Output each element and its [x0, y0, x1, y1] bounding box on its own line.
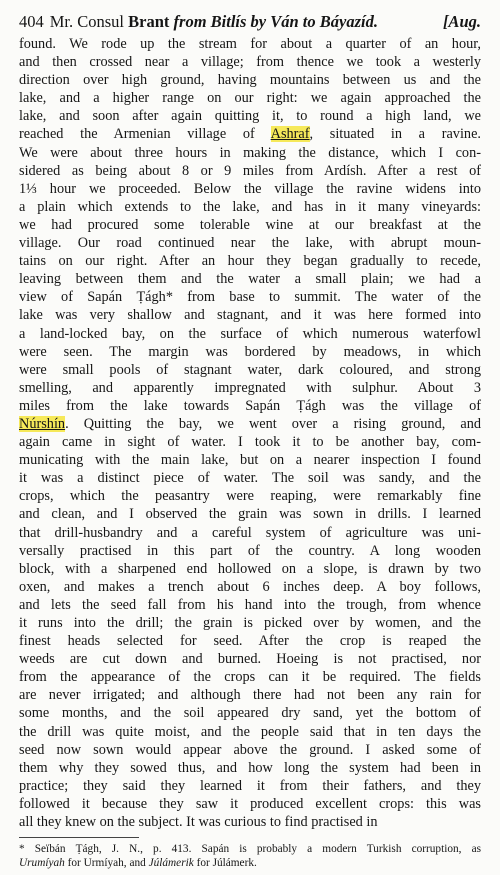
text-segment: We were about three hours in making the distance, which I con- [19, 144, 481, 161]
text-segment: direction over high ground, having mountains between us and the [19, 72, 481, 89]
header-title-italic: from Bitlís by Ván to Báyazíd. [173, 12, 378, 31]
text-segment: lake was very shallow and stagnant, and it was here formed into [19, 307, 481, 324]
text-segment: seed now sown would appear above the ground. I asked some of [19, 741, 481, 758]
text-segment: block, with a sharpened end hollowed on a slope, is drawn by two [19, 560, 481, 577]
text-segment: practice; they said they learned it from their fathers, and they [19, 777, 481, 794]
text-line [19, 397, 481, 415]
body-text [19, 35, 481, 831]
text-line [19, 198, 481, 216]
text-segment: we had procured some tolerable wine at our breakfast at the [19, 216, 481, 233]
text-line [19, 361, 481, 379]
text-segment: were small pools of stagnant water, dark coloured, and strong [19, 361, 481, 378]
text-line [19, 813, 481, 831]
text-segment: some months, and the soil appeared dry sand, yet the bottom of [19, 705, 481, 722]
text-line [19, 71, 481, 89]
text-line [19, 433, 481, 451]
text-line [19, 759, 481, 777]
text-segment: found. We rode up the stream for about a quarter of an hour, [19, 36, 481, 52]
text-line [19, 288, 481, 306]
text-segment: smelling, and apparently impregnated with sulphur. About 3 [19, 379, 481, 396]
text-line [19, 53, 481, 71]
italic-term: Júlámerik [148, 857, 194, 870]
text-line [19, 35, 481, 53]
text-segment: a land-locked bay, on the surface of which numerous waterfowl [19, 325, 481, 342]
footnote-line [19, 856, 481, 870]
text-segment: from the appearance of the crops can it be required. The fields [19, 669, 481, 686]
text-segment: miles from the lake towards Sapán Ṭágh was the village of [19, 397, 481, 414]
text-segment: all they knew on the subject. It was curious to find practised in [19, 814, 378, 831]
text-line [19, 487, 481, 505]
text-segment: for Urmíyah, and [64, 857, 149, 870]
text-line [19, 542, 481, 560]
text-line [19, 89, 481, 107]
text-line [19, 469, 481, 487]
text-line [19, 560, 481, 578]
text-segment: reached the Armenian village of [19, 126, 271, 143]
text-line [19, 144, 481, 162]
header-title [50, 12, 378, 32]
text-segment: lake, and soon after again quitting it, to round a high land, we [19, 108, 481, 125]
text-segment: followed it because they saw it produced excellent crops: this was [19, 795, 481, 812]
text-line [19, 614, 481, 632]
text-line [19, 578, 481, 596]
text-line [19, 451, 481, 469]
text-line [19, 162, 481, 180]
text-segment: , situated in a ravine. [309, 126, 481, 143]
text-segment: oxen, and makes a trench about 6 inches deep. A boy follows, [19, 578, 481, 595]
header-bracket: [Aug. [442, 12, 481, 31]
text-segment: that drill-husbandry and a careful system of agriculture was uni- [19, 524, 481, 541]
highlighted-place-name: Núrshín [19, 415, 66, 432]
text-segment: leaving between them and the water a small plain; we had a [19, 271, 481, 288]
text-line [19, 180, 481, 198]
text-line [19, 795, 481, 813]
footnote-rule [19, 837, 139, 838]
text-segment: it was a distinct piece of water. The soil was sandy, and the [19, 470, 481, 487]
text-line [19, 270, 481, 288]
text-line [19, 632, 481, 650]
text-line [19, 325, 481, 343]
text-line [19, 596, 481, 614]
highlighted-place-name: Ashraf [270, 126, 310, 143]
text-line [19, 505, 481, 523]
text-segment: village. Our road continued near the lake, with abrupt moun- [19, 235, 481, 252]
text-segment: lake, and a higher range on our right: we again approached the [19, 90, 481, 107]
header-title-name: Brant [128, 12, 170, 31]
text-segment: the drill was quite moist, and the people said that in ten days the [19, 723, 481, 740]
text-segment: and lets the seed fall from his hand into the trough, from whence [19, 596, 481, 613]
text-segment: 1⅓ hour we proceeded. Below the village the ravine widens into [19, 180, 481, 197]
text-line [19, 415, 481, 433]
text-segment: weeds are cut down and burned. Hoeing is not practised, nor [19, 651, 481, 668]
text-segment: them why they sowed thus, and how long the system had been in [19, 759, 481, 776]
text-line [19, 379, 481, 397]
text-segment: view of Sapán Ṭágh* from base to summit. The water of the [19, 289, 481, 306]
text-segment: * Seïbán Ṭágh, J. N., p. 413. Sapán is probably a modern Turkish corruption, as [19, 843, 481, 856]
text-segment: again came in sight of water. I took it to be another bay, com- [19, 434, 481, 451]
text-line [19, 234, 481, 252]
text-line [19, 306, 481, 324]
text-segment: and then crossed near a village; from thence we took a westerly [19, 54, 481, 71]
text-line [19, 524, 481, 542]
text-line [19, 723, 481, 741]
text-line [19, 686, 481, 704]
text-segment: a plain which extends to the lake, and has in it many vineyards: [19, 198, 481, 215]
text-segment: sidered as being about 8 or 9 miles from Ardísh. After a rest of [19, 162, 481, 179]
text-line [19, 252, 481, 270]
italic-term: Urumíyah [19, 857, 65, 870]
text-segment: it runs into the drill; the grain is picked over by women, and the [19, 615, 481, 631]
text-line [19, 650, 481, 668]
footnote-line [19, 842, 481, 856]
running-header [19, 12, 481, 32]
text-line [19, 343, 481, 361]
text-line [19, 107, 481, 125]
page-number: 404 [19, 12, 44, 31]
header-title-prefix: Mr. Consul [49, 12, 125, 31]
footnote [19, 842, 481, 870]
text-segment: were seen. The margin was bordered by meadows, in which [19, 343, 481, 360]
text-segment: crops, which the peasantry were reaping, were remarkably fine [19, 488, 481, 505]
text-line [19, 741, 481, 759]
text-segment: . Quitting the bay, we went over a rising ground, and [65, 415, 481, 432]
text-segment: are never irrigated; and although there had not been any rain for [19, 687, 481, 704]
text-segment: versally practised in this part of the country. A long wooden [19, 542, 481, 559]
text-line [19, 777, 481, 795]
text-line [19, 216, 481, 234]
text-line [19, 125, 481, 143]
text-segment: municating with the main lake, but on a nearer inspection I found [19, 452, 481, 469]
text-segment: and clean, and I observed the grain was sown in drills. I learned [19, 506, 481, 523]
text-segment: finest heads selected for seed. After the crop is reaped the [19, 633, 481, 650]
text-line [19, 668, 481, 686]
text-segment: tains on our right. After an hour they began gradually to recede, [19, 253, 481, 270]
text-segment: for Júlámerk. [193, 857, 257, 870]
text-line [19, 704, 481, 722]
